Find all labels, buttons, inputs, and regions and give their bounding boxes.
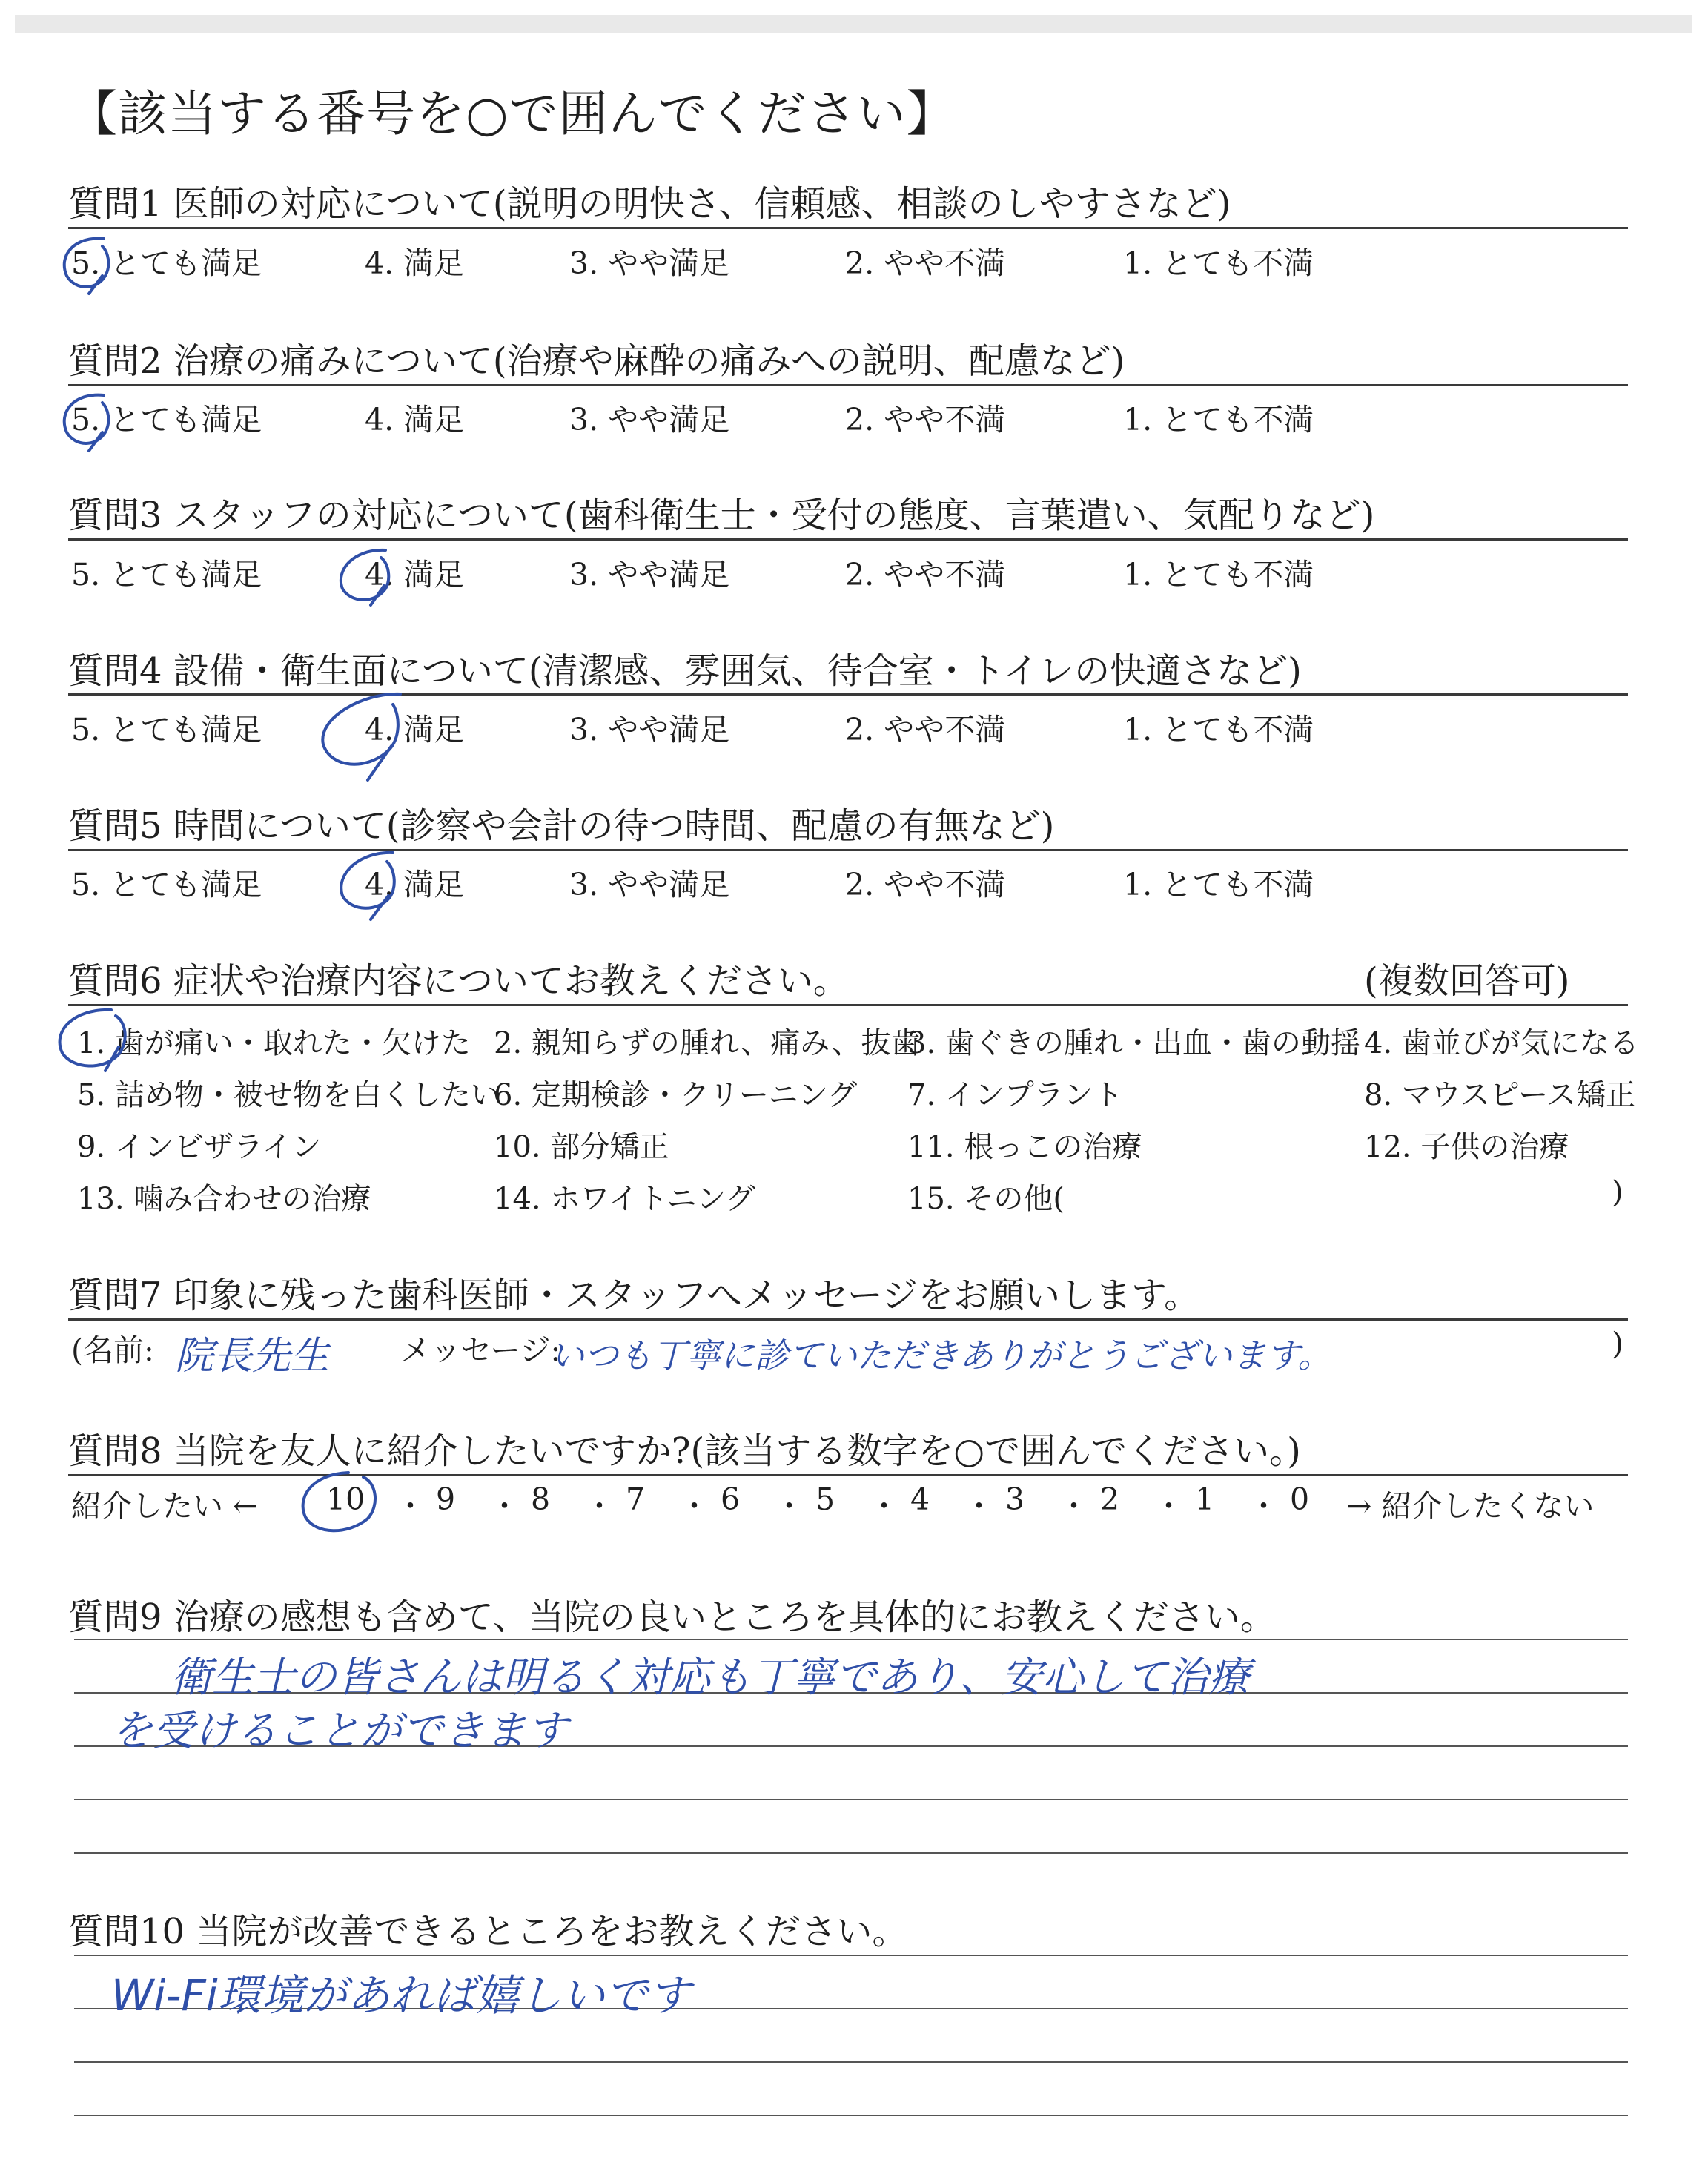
question-9-label: 質問9 治療の感想も含めて、当院の良いところを具体的にお教えください。	[68, 1596, 1276, 1638]
q9-writing-line	[74, 1852, 1628, 1854]
question-3-label: 質問3 スタッフの対応について(歯科衛生士・受付の態度、言葉遣い、気配りなど)	[68, 495, 1375, 536]
q8-score-2[interactable]: 2	[1100, 1482, 1120, 1517]
q8-score-0[interactable]: 0	[1290, 1482, 1310, 1517]
q5-option-4[interactable]: 4. 満足	[365, 867, 465, 902]
q8-dot: ・	[584, 1488, 615, 1524]
q6-option-9[interactable]: 9. インビザライン	[77, 1130, 322, 1164]
q4-option-3[interactable]: 3. やや満足	[569, 712, 730, 747]
q8-dot: ・	[869, 1488, 899, 1524]
q4-option-1[interactable]: 1. とても不満	[1123, 712, 1314, 747]
question-4-rule	[68, 693, 1628, 696]
q10-answer-line-1[interactable]: Wi-Fi環境があれば嬉しいです	[111, 1970, 691, 2021]
q6-option-6[interactable]: 6. 定期検診・クリーニング	[494, 1078, 858, 1112]
question-5-rule	[68, 849, 1628, 851]
q4-option-4[interactable]: 4. 満足	[365, 712, 465, 747]
question-1-label: 質問1 医師の対応について(説明の明快さ、信頼感、相談のしやすさなど)	[68, 183, 1231, 225]
question-2-label: 質問2 治療の痛みについて(治療や麻酔の痛みへの説明、配慮など)	[68, 340, 1125, 382]
q6-option-14[interactable]: 14. ホワイトニング	[494, 1182, 755, 1216]
q1-option-3[interactable]: 3. やや満足	[569, 245, 730, 281]
question-3-rule	[68, 538, 1628, 541]
q6-option-5[interactable]: 5. 詰め物・被せ物を白くしたい	[77, 1078, 500, 1112]
q9-writing-line	[74, 1799, 1628, 1800]
question-7-rule	[68, 1318, 1628, 1321]
q8-score-6[interactable]: 6	[721, 1482, 741, 1517]
question-6-label: 質問6 症状や治療内容についてお教えください。	[68, 960, 849, 1002]
q9-answer-line-2[interactable]: を受けることができます	[111, 1707, 568, 1755]
q6-option-10[interactable]: 10. 部分矯正	[494, 1130, 669, 1164]
question-2-rule	[68, 384, 1628, 386]
q3-option-5[interactable]: 5. とても満足	[71, 557, 262, 592]
question-7-label: 質問7 印象に残った歯科医師・スタッフへメッセージをお願いします。	[68, 1275, 1200, 1316]
q8-score-7[interactable]: 7	[626, 1482, 646, 1517]
q8-score-4[interactable]: 4	[910, 1482, 930, 1517]
q3-option-3[interactable]: 3. やや満足	[569, 557, 730, 592]
q8-dot: ・	[395, 1488, 426, 1524]
q1-option-2[interactable]: 2. やや不満	[845, 245, 1006, 281]
q8-dot: ・	[1153, 1488, 1184, 1524]
q6-option-15[interactable]: 15. その他(	[907, 1182, 1065, 1216]
q6-option-11[interactable]: 11. 根っこの治療	[907, 1130, 1142, 1164]
q6-option-13[interactable]: 13. 噛み合わせの治療	[77, 1182, 371, 1216]
q5-option-2[interactable]: 2. やや不満	[845, 867, 1006, 902]
q3-option-4[interactable]: 4. 満足	[365, 557, 465, 592]
question-4-label: 質問4 設備・衛生面について(清潔感、雰囲気、待合室・トイレの快適さなど)	[68, 650, 1302, 692]
q8-score-8[interactable]: 8	[531, 1482, 551, 1517]
q7-close: )	[1612, 1326, 1623, 1361]
q2-option-3[interactable]: 3. やや満足	[569, 402, 730, 437]
q5-option-5[interactable]: 5. とても満足	[71, 867, 262, 902]
q2-option-1[interactable]: 1. とても不満	[1123, 402, 1314, 437]
q4-option-5[interactable]: 5. とても満足	[71, 712, 262, 747]
q10-writing-line	[74, 1955, 1628, 1956]
q8-right-label: → 紹介したくない	[1346, 1488, 1595, 1524]
question-6-note: (複数回答可)	[1364, 960, 1570, 1002]
q5-option-1[interactable]: 1. とても不満	[1123, 867, 1314, 902]
q7-message-label: メッセージ:	[400, 1332, 561, 1368]
q2-option-4[interactable]: 4. 満足	[365, 402, 465, 437]
q5-option-3[interactable]: 3. やや満足	[569, 867, 730, 902]
q8-score-9[interactable]: 9	[436, 1482, 456, 1517]
question-8-rule	[68, 1474, 1628, 1476]
q10-writing-line	[74, 2061, 1628, 2063]
q6-option-8[interactable]: 8. マウスピース矯正	[1364, 1078, 1636, 1112]
question-8-label: 質問8 当院を友人に紹介したいですか?(該当する数字を○で囲んでください。)	[68, 1430, 1301, 1472]
q3-option-1[interactable]: 1. とても不満	[1123, 557, 1314, 592]
q6-option-1[interactable]: 1. 歯が痛い・取れた・欠けた	[77, 1026, 471, 1060]
q1-option-5[interactable]: 5. とても満足	[71, 245, 262, 281]
q8-dot: ・	[1059, 1488, 1089, 1524]
q7-name-label: (名前:	[71, 1332, 154, 1368]
question-5-label: 質問5 時間について(診察や会計の待つ時間、配慮の有無など)	[68, 805, 1055, 847]
q3-option-2[interactable]: 2. やや不満	[845, 557, 1006, 592]
q8-dot: ・	[679, 1488, 709, 1524]
page-title: 【該当する番号を○で囲んでください】	[68, 85, 956, 142]
q7-message-value[interactable]: いつも丁寧に診ていただきありがとうございます。	[550, 1335, 1332, 1375]
q4-option-2[interactable]: 2. やや不満	[845, 712, 1006, 747]
q8-dot: ・	[774, 1488, 804, 1524]
q6-option-3[interactable]: 3. 歯ぐきの腫れ・出血・歯の動揺	[907, 1026, 1360, 1060]
q9-writing-line	[74, 1639, 1628, 1640]
q10-writing-line	[74, 2115, 1628, 2116]
q2-option-5[interactable]: 5. とても満足	[71, 402, 262, 437]
q6-option-12[interactable]: 12. 子供の治療	[1364, 1130, 1569, 1164]
question-1-rule	[68, 227, 1628, 229]
question-6-rule	[68, 1004, 1628, 1006]
q8-left-label: 紹介したい ←	[71, 1488, 259, 1524]
q1-option-4[interactable]: 4. 満足	[365, 245, 465, 281]
q8-score-1[interactable]: 1	[1195, 1482, 1215, 1517]
q8-score-5[interactable]: 5	[815, 1482, 835, 1517]
q8-score-10[interactable]: 10	[326, 1482, 365, 1517]
scan-top-edge	[15, 15, 1692, 33]
q6-option-15-close: )	[1612, 1175, 1623, 1209]
q6-option-4[interactable]: 4. 歯並びが気になる	[1364, 1026, 1639, 1060]
q8-dot: ・	[489, 1488, 520, 1524]
q6-option-2[interactable]: 2. 親知らずの腫れ、痛み、抜歯	[494, 1026, 921, 1060]
question-10-label: 質問10 当院が改善できるところをお教えください。	[68, 1911, 908, 1952]
q7-name-value[interactable]: 院長先生	[175, 1334, 330, 1378]
q8-dot: ・	[1248, 1488, 1279, 1524]
q9-answer-line-1[interactable]: 衛生士の皆さんは明るく対応も丁寧であり、安心して治療	[171, 1654, 1250, 1702]
q2-option-2[interactable]: 2. やや不満	[845, 402, 1006, 437]
q8-score-3[interactable]: 3	[1005, 1482, 1025, 1517]
q8-dot: ・	[964, 1488, 994, 1524]
q1-option-1[interactable]: 1. とても不満	[1123, 245, 1314, 281]
q6-option-7[interactable]: 7. インプラント	[907, 1078, 1123, 1112]
